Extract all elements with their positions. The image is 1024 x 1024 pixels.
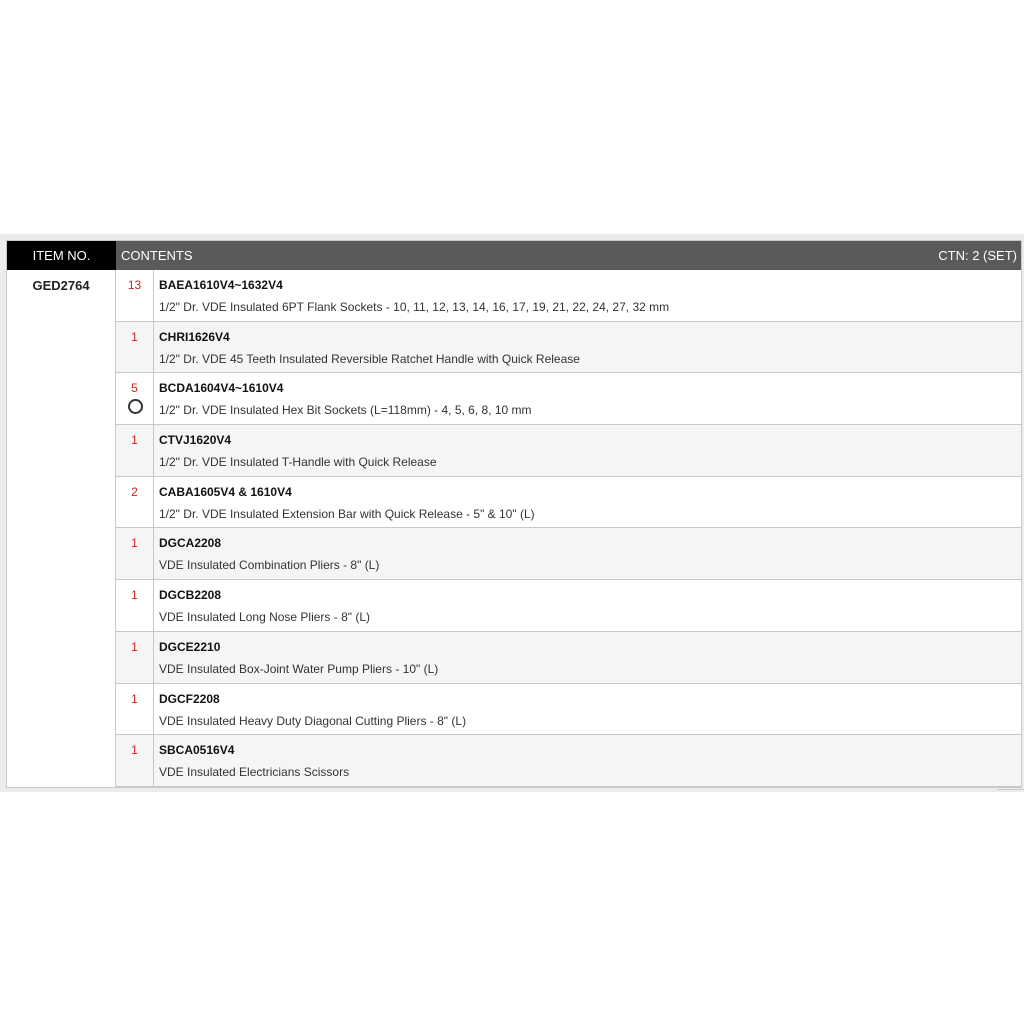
part-description: VDE Insulated Long Nose Pliers - 8" (L) [159, 610, 371, 625]
part-code: DGCF2208 [159, 691, 220, 706]
quantity-cell [116, 580, 154, 631]
contents-table [6, 240, 1022, 788]
table-row [116, 735, 1021, 787]
part-code: DGCB2208 [159, 588, 222, 603]
header-carton-label: CTN: 2 (SET) [938, 248, 1017, 263]
part-description: 1/2" Dr. VDE Insulated Hex Bit Sockets (L=118mm) - 4, 5, 6, 8, 10 mm [159, 403, 532, 418]
part-description: VDE Insulated Heavy Duty Diagonal Cutting Pliers - 8" (L) [159, 713, 467, 728]
table-row [116, 632, 1021, 684]
quantity-cell [116, 425, 154, 476]
table-row [116, 580, 1021, 632]
quantity: 2 [131, 484, 138, 499]
part-code: SBCA0516V4 [159, 743, 235, 758]
table-row [116, 373, 1021, 425]
part-code: BCDA1604V4~1610V4 [159, 381, 284, 396]
description-cell [154, 322, 1021, 373]
quantity-cell [116, 735, 154, 786]
quantity-cell [116, 322, 154, 373]
header-item-no: ITEM NO. [7, 241, 116, 270]
part-description: 1/2" Dr. VDE Insulated Extension Bar with Quick Release - 5" & 10" (L) [159, 506, 535, 521]
quantity-cell [116, 373, 154, 424]
quantity: 1 [131, 329, 138, 344]
part-description: VDE Insulated Box-Joint Water Pump Pliers - 10" (L) [159, 661, 439, 676]
header-contents [116, 241, 1021, 270]
item-number-column [7, 270, 116, 787]
quantity: 13 [127, 278, 142, 292]
quantity-cell [116, 684, 154, 735]
part-description: VDE Insulated Combination Pliers - 8" (L) [159, 558, 380, 573]
description-cell [154, 735, 1021, 786]
quantity-cell [116, 477, 154, 528]
quantity: 5 [131, 381, 138, 396]
part-code: CABA1605V4 & 1610V4 [159, 484, 292, 499]
ring-icon [128, 399, 143, 414]
divider [997, 789, 1024, 790]
quantity-cell [116, 270, 154, 321]
part-description: VDE Insulated Electricians Scissors [159, 765, 350, 780]
table-row [116, 477, 1021, 529]
description-cell [154, 528, 1021, 579]
quantity: 1 [131, 743, 138, 758]
quantity-cell [116, 528, 154, 579]
table-row [116, 684, 1021, 736]
quantity: 1 [131, 536, 138, 551]
table-header [7, 241, 1021, 270]
part-code: DGCE2210 [159, 639, 221, 654]
description-cell [154, 632, 1021, 683]
header-contents-label: CONTENTS [121, 248, 193, 263]
part-description: 1/2" Dr. VDE 45 Teeth Insulated Reversible Ratchet Handle with Quick Release [159, 351, 580, 366]
table-row [116, 528, 1021, 580]
quantity-cell [116, 632, 154, 683]
part-description: 1/2" Dr. VDE Insulated 6PT Flank Sockets - 10, 11, 12, 13, 14, 16, 17, 19, 21, 22, 24, 27, 32 mm [159, 300, 670, 314]
description-cell [154, 270, 1021, 321]
part-code: CTVJ1620V4 [159, 433, 232, 448]
part-description: 1/2" Dr. VDE Insulated T-Handle with Quick Release [159, 455, 437, 470]
quantity: 1 [131, 639, 138, 654]
contents-rows [116, 270, 1021, 787]
table-row [116, 270, 1021, 322]
quantity: 1 [131, 588, 138, 603]
description-cell [154, 684, 1021, 735]
quantity: 1 [131, 433, 138, 448]
description-cell [154, 373, 1021, 424]
item-number: GED2764 [32, 278, 90, 293]
quantity: 1 [131, 691, 138, 706]
part-code: BAEA1610V4~1632V4 [159, 278, 283, 292]
table-row [116, 322, 1021, 374]
part-code: DGCA2208 [159, 536, 222, 551]
table-row [116, 425, 1021, 477]
description-cell [154, 477, 1021, 528]
description-cell [154, 580, 1021, 631]
description-cell [154, 425, 1021, 476]
part-code: CHRI1626V4 [159, 329, 230, 344]
contents-table-frame [0, 234, 1024, 792]
